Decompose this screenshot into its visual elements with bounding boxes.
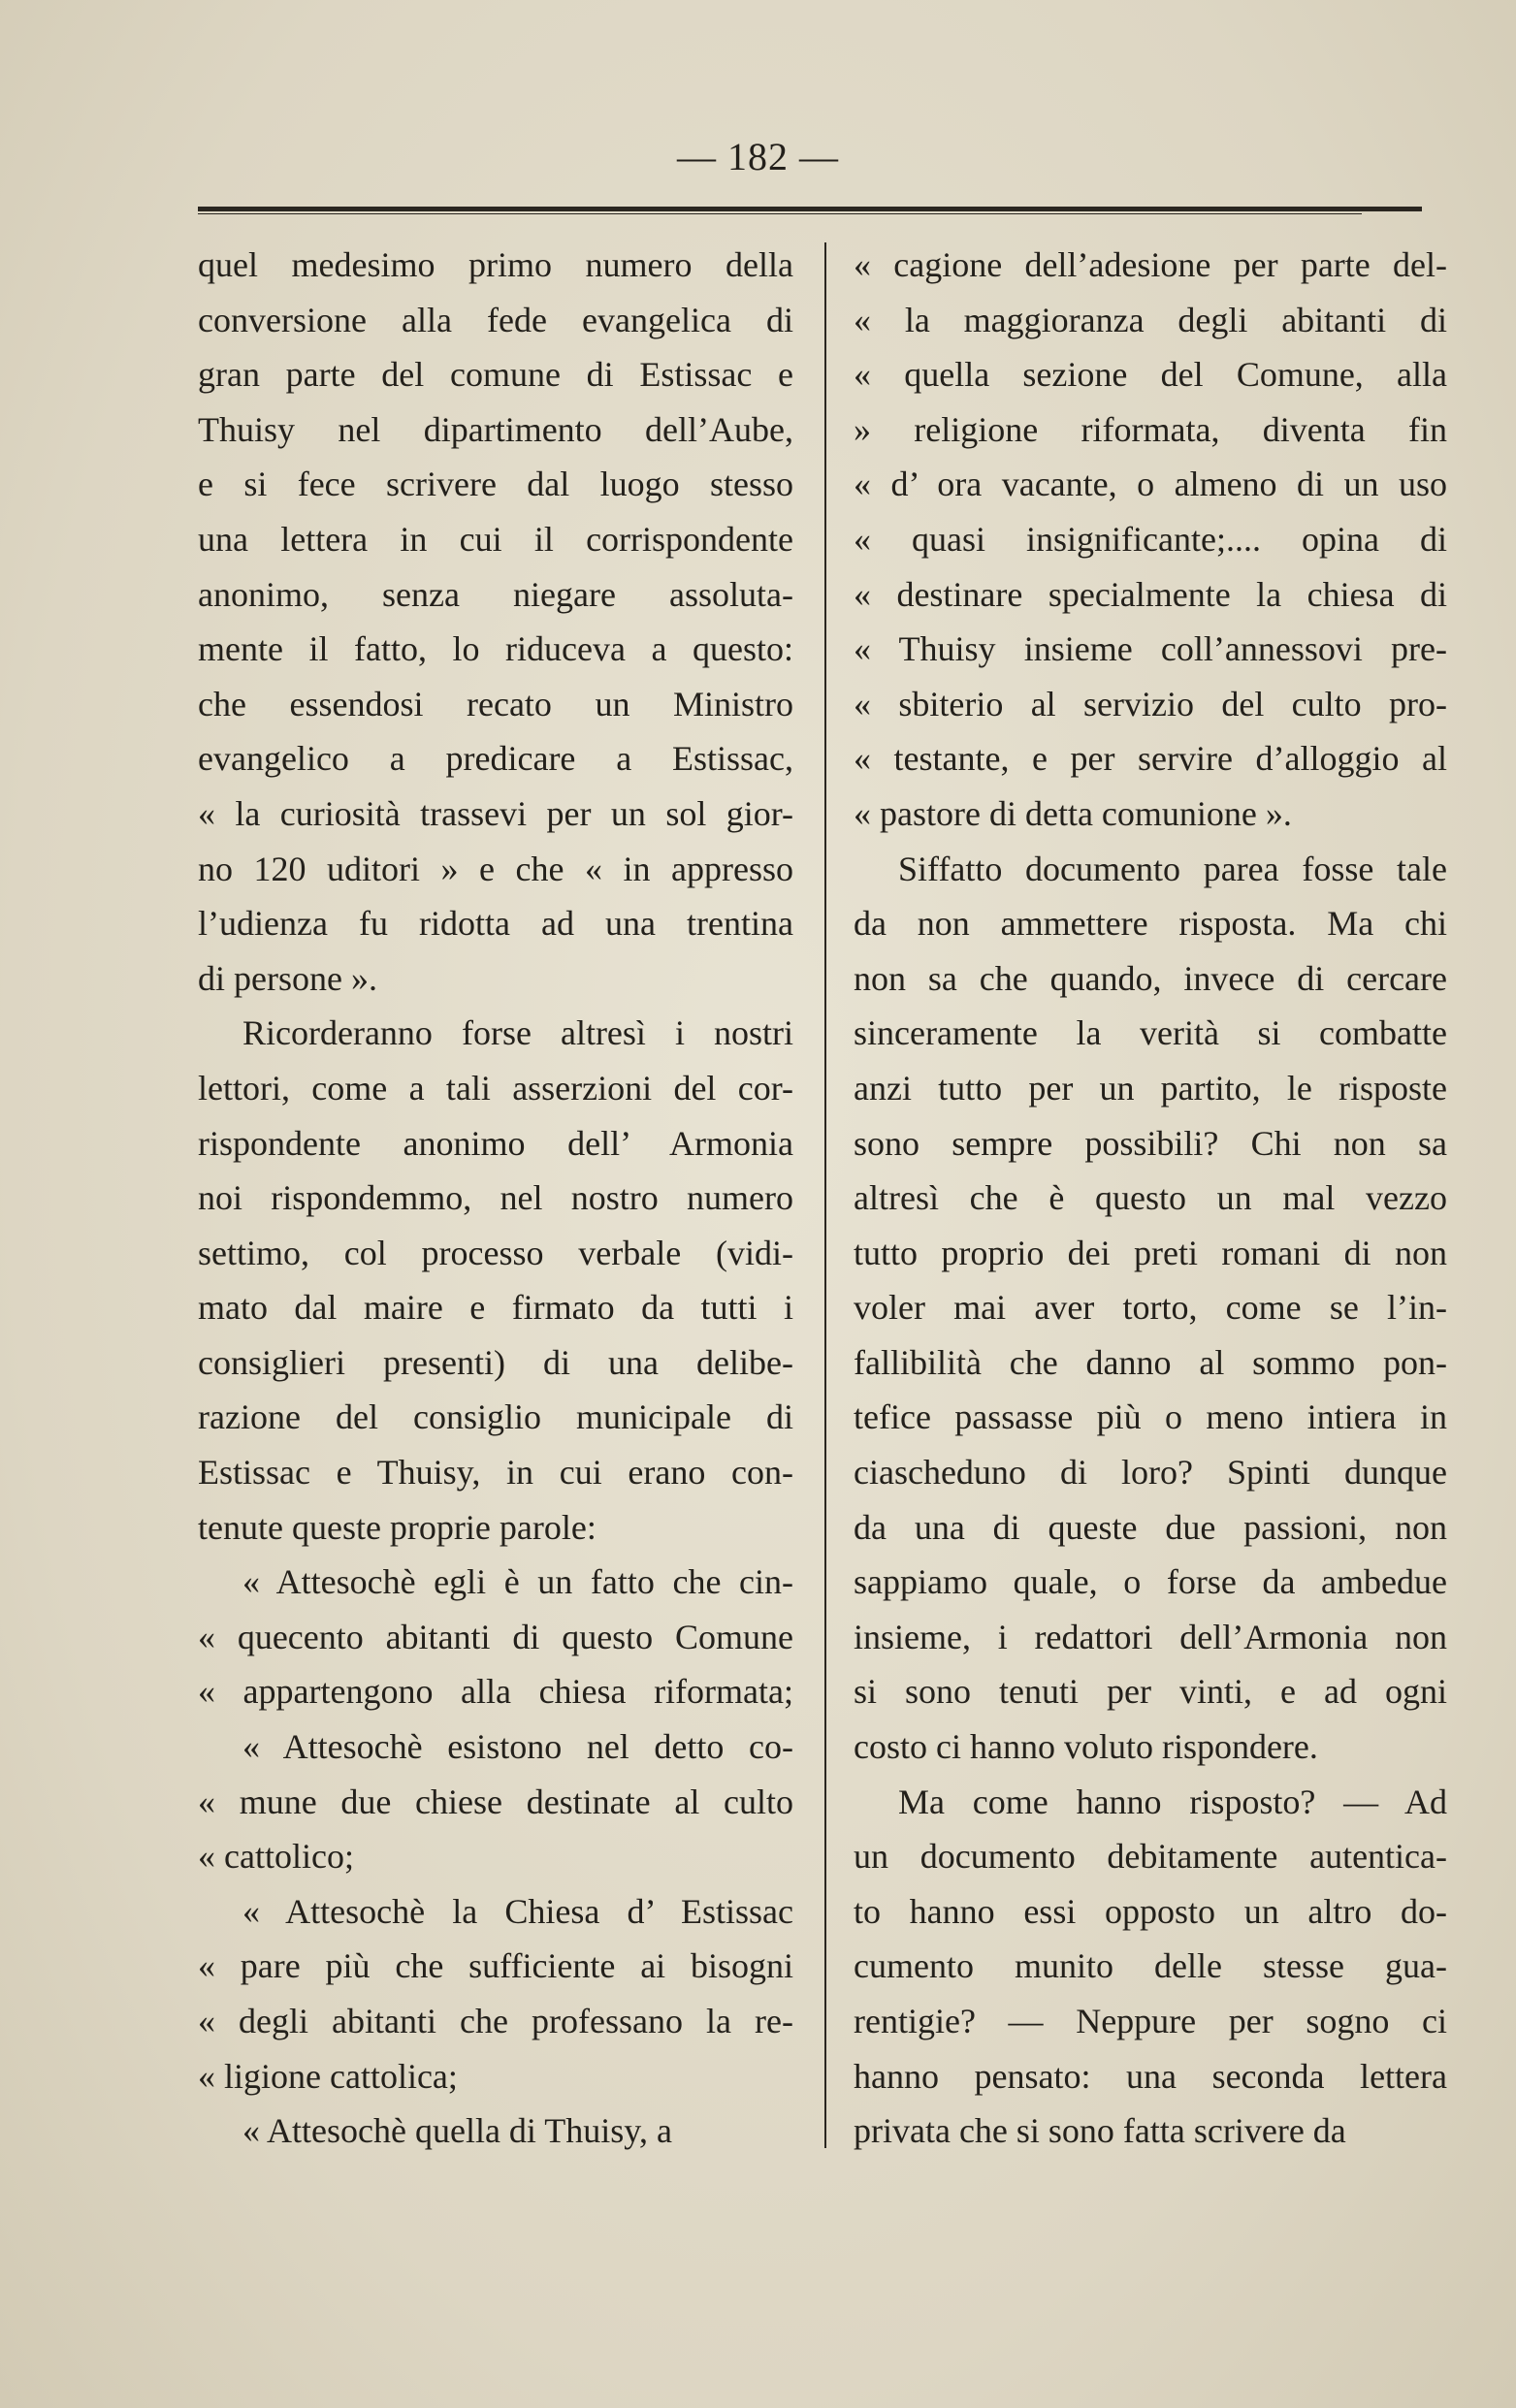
text-line: razione del consiglio municipale di <box>198 1397 793 1437</box>
text-line: « quasi insignificante;.... opina di <box>854 519 1447 559</box>
text-line: « appartengono alla chiesa riformata; <box>198 1672 793 1712</box>
text-line: sappiamo quale, o forse da ambedue <box>854 1562 1447 1602</box>
text-line: Siffatto documento parea fosse tale <box>898 849 1447 888</box>
text-line: da non ammettere risposta. Ma chi <box>854 904 1447 944</box>
text-line: Thuisy nel dipartimento dell’Aube, <box>198 409 793 449</box>
text-line: che essendosi recato un Ministro <box>198 684 793 723</box>
text-line: « Thuisy insieme coll’annessovi pre- <box>854 629 1447 669</box>
text-line: « cagione dell’adesione per parte del- <box>854 245 1447 284</box>
text-line: rispondente anonimo dell’ Armonia <box>198 1123 793 1163</box>
right-column <box>854 238 1447 2159</box>
text-line: « la curiosità trassevi per un sol gior- <box>198 793 793 833</box>
header-rule-thin <box>198 213 1362 214</box>
text-line: « pare più che sufficiente ai bisogni <box>198 1946 793 1986</box>
text-line: di persone ». <box>198 958 377 998</box>
text-line: no 120 uditori » e che « in appresso <box>198 849 793 888</box>
text-line: sono sempre possibili? Chi non sa <box>854 1123 1447 1163</box>
text-line: « destinare specialmente la chiesa di <box>854 574 1447 614</box>
text-line: rentigie? — Neppure per sogno ci <box>854 2002 1447 2040</box>
text-line: fallibilità che danno al sommo pon- <box>854 1342 1447 1382</box>
text-line: « ligione cattolica; <box>198 2056 458 2096</box>
column-divider <box>824 242 826 2148</box>
text-line: Ricorderanno forse altresì i nostri <box>242 1013 793 1053</box>
text-line: settimo, col processo verbale (vidi- <box>198 1233 793 1272</box>
text-line: tutto proprio dei preti romani di non <box>854 1233 1447 1272</box>
text-line: « mune due chiese destinate al culto <box>198 1782 793 1821</box>
text-line: lettori, come a tali asserzioni del cor- <box>198 1068 793 1108</box>
text-line: insieme, i redattori dell’Armonia non <box>854 1617 1447 1656</box>
text-line: altresì che è questo un mal vezzo <box>854 1178 1447 1218</box>
text-line: to hanno essi opposto un altro do- <box>854 1891 1447 1931</box>
text-line: costo ci hanno voluto rispondere. <box>854 1727 1318 1767</box>
text-line: sinceramente la verità si combatte <box>854 1013 1447 1053</box>
text-line: « Attesochè esistono nel detto co- <box>242 1727 793 1767</box>
text-line: evangelico a predicare a Estissac, <box>198 739 793 779</box>
text-line: Estissac e Thuisy, in cui erano con- <box>198 1453 793 1493</box>
text-line: « sbiterio al servizio del culto pro- <box>854 684 1447 723</box>
text-line: tefice passasse più o meno intiera in <box>854 1397 1447 1437</box>
text-line: mato dal maire e firmato da tutti i <box>198 1288 793 1328</box>
text-line: « Attesochè quella di Thuisy, a <box>242 2111 672 2151</box>
text-line: cumento munito delle stesse gua- <box>854 1946 1447 1986</box>
text-line: « pastore di detta comunione ». <box>854 793 1292 833</box>
text-line: un documento debitamente autentica- <box>854 1837 1447 1877</box>
text-line: l’udienza fu ridotta ad una trentina <box>198 904 793 944</box>
text-line: e si fece scrivere dal luogo stesso <box>198 465 793 504</box>
text-line: » religione riformata, diventa fin <box>854 409 1447 449</box>
text-line: si sono tenuti per vinti, e ad ogni <box>854 1672 1447 1712</box>
text-line: da una di queste due passioni, non <box>854 1507 1447 1547</box>
text-line: gran parte del comune di Estissac e <box>198 355 793 395</box>
text-line: una lettera in cui il corrispondente <box>198 519 793 559</box>
text-line: conversione alla fede evangelica di <box>198 300 793 339</box>
text-line: anonimo, senza niegare assoluta- <box>198 574 793 614</box>
text-line: non sa che quando, invece di cercare <box>854 958 1447 998</box>
text-line: « d’ ora vacante, o almeno di un uso <box>854 465 1447 504</box>
text-line: « quecento abitanti di questo Comune <box>198 1617 793 1656</box>
header-rule <box>198 207 1422 211</box>
text-line: hanno pensato: una seconda lettera <box>854 2056 1447 2096</box>
left-column <box>198 238 793 2159</box>
text-line: « Attesochè egli è un fatto che cin- <box>242 1562 793 1602</box>
text-line: « la maggioranza degli abitanti di <box>854 300 1447 339</box>
text-line: privata che si sono fatta scrivere da <box>854 2111 1346 2151</box>
text-line: ciascheduno di loro? Spinti dunque <box>854 1453 1447 1493</box>
text-line: quel medesimo primo numero della <box>198 245 793 284</box>
text-line: « Attesochè la Chiesa d’ Estissac <box>242 1891 793 1931</box>
page-number: — 182 — <box>677 135 839 178</box>
text-line: « degli abitanti che professano la re- <box>198 2002 793 2040</box>
text-line: « quella sezione del Comune, alla <box>854 355 1447 395</box>
text-line: voler mai aver torto, come se l’in- <box>854 1288 1447 1328</box>
text-line: Ma come hanno risposto? — Ad <box>898 1782 1447 1821</box>
text-line: anzi tutto per un partito, le risposte <box>854 1068 1447 1108</box>
text-line: tenute queste proprie parole: <box>198 1507 597 1547</box>
text-line: mente il fatto, lo riduceva a questo: <box>198 629 793 669</box>
text-line: noi rispondemmo, nel nostro numero <box>198 1178 793 1218</box>
text-line: consiglieri presenti) di una delibe- <box>198 1342 793 1382</box>
text-line: « testante, e per servire d’alloggio al <box>854 739 1447 779</box>
text-line: « cattolico; <box>198 1837 354 1877</box>
